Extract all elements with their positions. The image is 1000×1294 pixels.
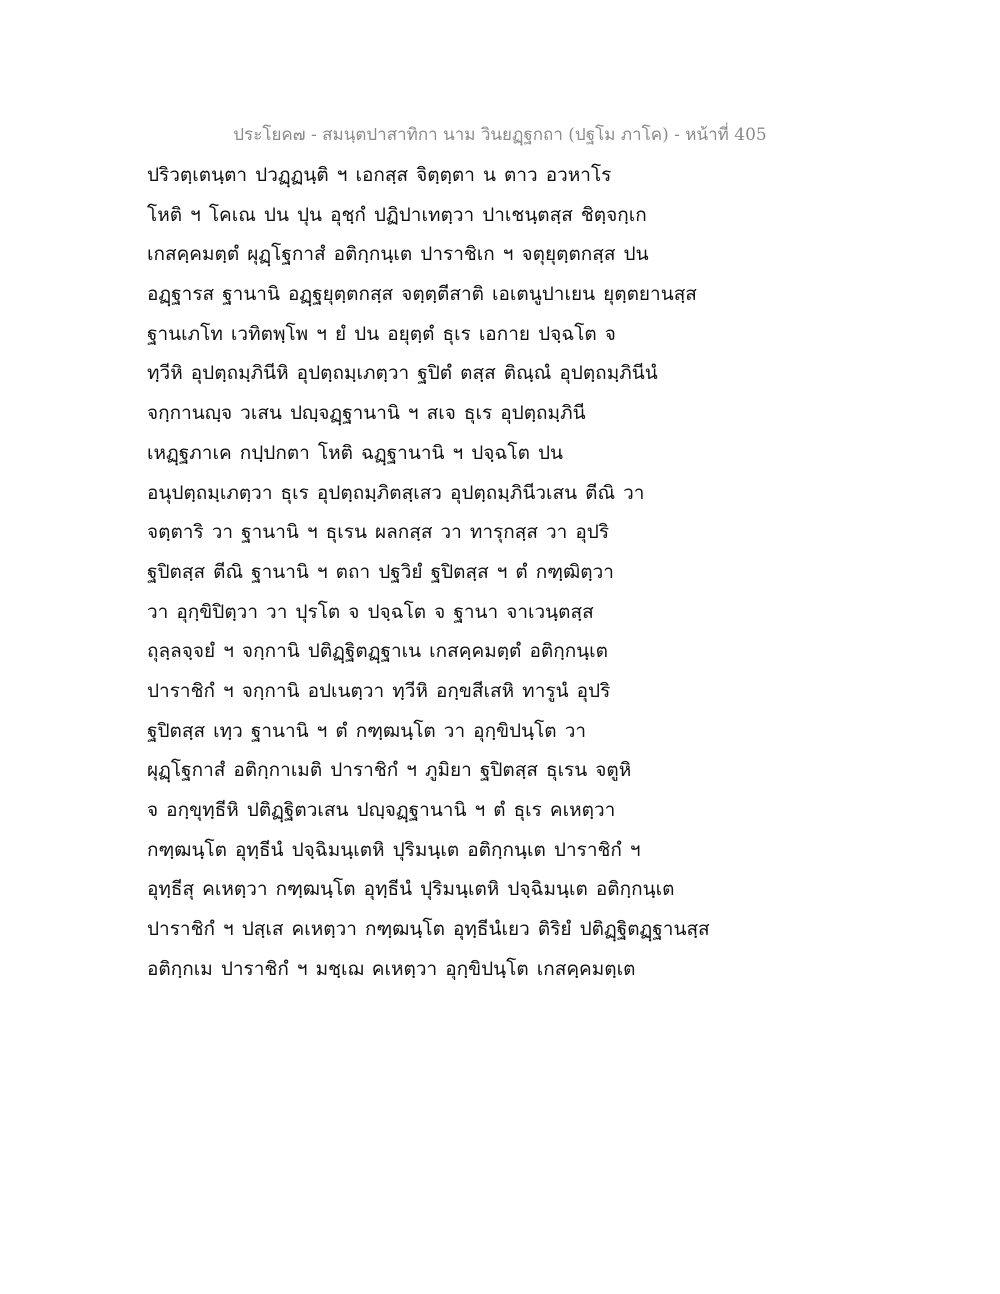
text-line: กฑฺฒนฺโต อุทฺธีนํ ปจฺฉิมนฺเตหิ ปุริมนฺเต อติกฺกนฺเต ปาราชิกํ ฯ — [147, 838, 641, 861]
text-line: ปริวตฺเตนฺตา ปวฏฺฏนฺติ ฯ เอกสฺส จิตฺตฺตา น ตาว อวหาโร — [147, 164, 612, 186]
text-line: จกฺกานญฺจ วเสน ปญฺจฏฺฐานานิ ฯ สเจ ธุเร อุปตฺถมฺภินี — [147, 402, 586, 425]
text-line: อนุปตฺถมฺเภตฺวา ธุเร อุปตฺถมฺภิตสฺเสว อุปตฺถมฺภินีวเสน ตีณิ วา — [147, 481, 645, 504]
text-line: อฏฺฐารส ฐานานิ อฏฺฐยุตฺตกสฺส จตฺตฺตีสาติ เอเตนูปาเยน ยุตฺตยานสฺส — [147, 283, 697, 306]
text-line: วา อุกฺขิปิตฺวา วา ปุรโต จ ปจฺฉโต จ ฐานา จาเวนฺตสฺส — [147, 600, 594, 623]
text-line: เหฏฺฐภาเค กปฺปกตา โหติ ฉฏฺฐานานิ ฯ ปจฺฉโต ปน — [147, 441, 563, 464]
text-line: เกสคฺคมตฺตํ ผุฏฺโฐกาสํ อติกฺกนฺเต ปาราชิเก ฯ จตุยุตฺตกสฺส ปน — [147, 243, 649, 266]
text-line: อติกฺกเม ปาราชิกํ ฯ มชฺเฌ คเหตฺวา อุกฺขิปนฺโต เกสคฺคมตฺเต — [147, 957, 636, 980]
text-line: ถุลฺลจฺจยํ ฯ จกฺกานิ ปติฏฺฐิตฏฺฐาเน เกสคฺคมตฺตํ อติกฺกนฺเต — [147, 640, 609, 663]
text-line: ฐปิตสฺส ตีณิ ฐานานิ ฯ ตถา ปฐวิยํ ฐปิตสฺส ฯ ตํ กฑฺฒิตฺวา — [147, 560, 614, 583]
text-line: ปาราชิกํ ฯ จกฺกานิ อปเนตฺวา ทฺวีหิ อกฺขสีเสหิ ทารูนํ อุปริ — [147, 679, 611, 702]
text-line: ฐานเภโท เวทิตพฺโพ ฯ ยํ ปน อยุตฺตํ ธุเร เอกาย ปจฺฉโต จ — [147, 322, 616, 345]
text-line: จตฺตาริ วา ฐานานิ ฯ ธุเรน ผลกสฺส วา ทารุกสฺส วา อุปริ — [147, 521, 610, 544]
text-line: ทฺวีหิ อุปตฺถมฺภินีหิ อุปตฺถมฺเภตฺวา ฐปิตํ ตสฺส ติณฺณํ อุปตฺถมฺภินีนํ — [147, 362, 658, 385]
text-line: ปาราชิกํ ฯ ปสฺเส คเหตฺวา กฑฺฒนฺโต อุทฺธีนํเยว ติริยํ ปติฏฺฐิตฏฺฐานสฺส — [147, 918, 710, 941]
text-line: อุทฺธีสุ คเหตฺวา กฑฺฒนฺโต อุทฺธีนํ ปุริมนฺเตหิ ปจฺฉิมนฺเต อติกฺกนฺเต — [147, 878, 675, 901]
text-line: จ อกฺขุทฺธีหิ ปติฏฺฐิตวเสน ปญฺจฏฺฐานานิ ฯ ตํ ธุเร คเหตฺวา — [147, 799, 616, 821]
text-line: โหติ ฯ โคเณ ปน ปุน อุชฺกํ ปฏิปาเทตฺวา ปาเชนฺตสฺส ชิตฺจกฺเก — [147, 203, 647, 226]
body-text — [147, 156, 867, 989]
page-header: ประโยค๗ - สมนฺตปาสาทิกา นาม วินยฏฺฐกถา (ปฐโม ภาโค) - หน้าที่ 405 — [233, 125, 767, 145]
text-line: ผุฏฺโฐกาสํ อติกฺกาเมติ ปาราชิกํ ฯ ภูมิยา ฐปิตสฺส ธุเรน จตูหิ — [147, 759, 632, 782]
text-line: ฐปิตสฺส เทฺว ฐานานิ ฯ ตํ กฑฺฒนฺโต วา อุกฺขิปนฺโต วา — [147, 719, 587, 742]
